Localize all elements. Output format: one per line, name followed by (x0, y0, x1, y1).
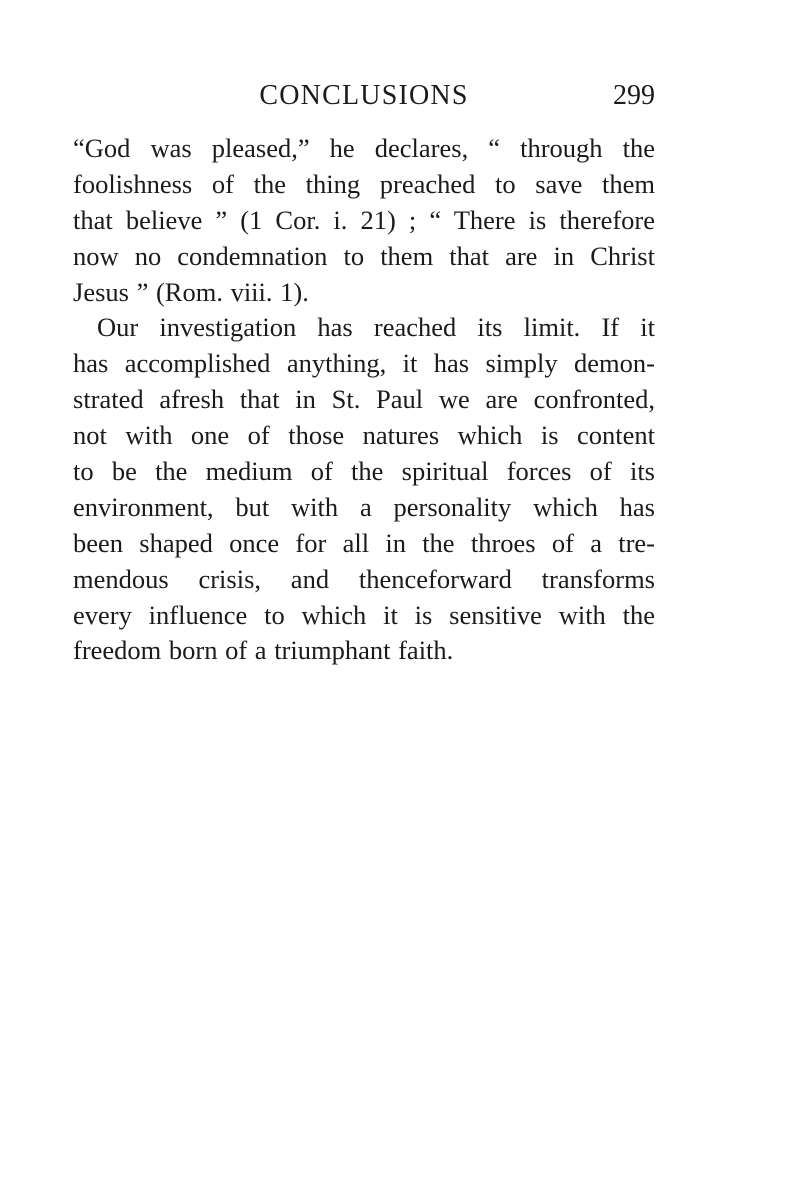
text-line: now no condemnation to them that are in Christ (73, 240, 655, 271)
text-line: “God was pleased,” he declares, “ through the (73, 133, 655, 163)
text-line: not with one of those natures which is content (73, 420, 655, 451)
running-head (73, 78, 655, 114)
text-line: foolishness of the thing preached to save them (73, 168, 655, 199)
text-line: mendous crisis, and thenceforward transforms (73, 563, 655, 594)
body-text (73, 131, 655, 669)
text-line: been shaped once for all in the throes of a tre- (73, 527, 655, 558)
text-line: to be the medium of the spiritual forces of its (73, 456, 655, 487)
paragraph-1 (73, 131, 655, 310)
running-title: CONCLUSIONS (259, 80, 469, 111)
text-line: every influence to which it is sensitive with the (73, 599, 655, 630)
text-line: environment, but with a personality which has (73, 491, 655, 522)
text-line: strated afresh that in St. Paul we are confronted, (73, 384, 655, 415)
paragraph-2 (73, 310, 655, 669)
text-line: freedom born of a triumphant faith. (73, 635, 454, 666)
text-line: Our investigation has reached its limit. If it (97, 312, 655, 343)
text-line: that believe ” (1 Cor. i. 21) ; “ There is therefore (73, 204, 655, 235)
text-line: has accomplished anything, it has simply demon- (73, 348, 655, 379)
page-number: 299 (613, 80, 655, 111)
text-line: Jesus ” (Rom. viii. 1). (73, 276, 309, 307)
